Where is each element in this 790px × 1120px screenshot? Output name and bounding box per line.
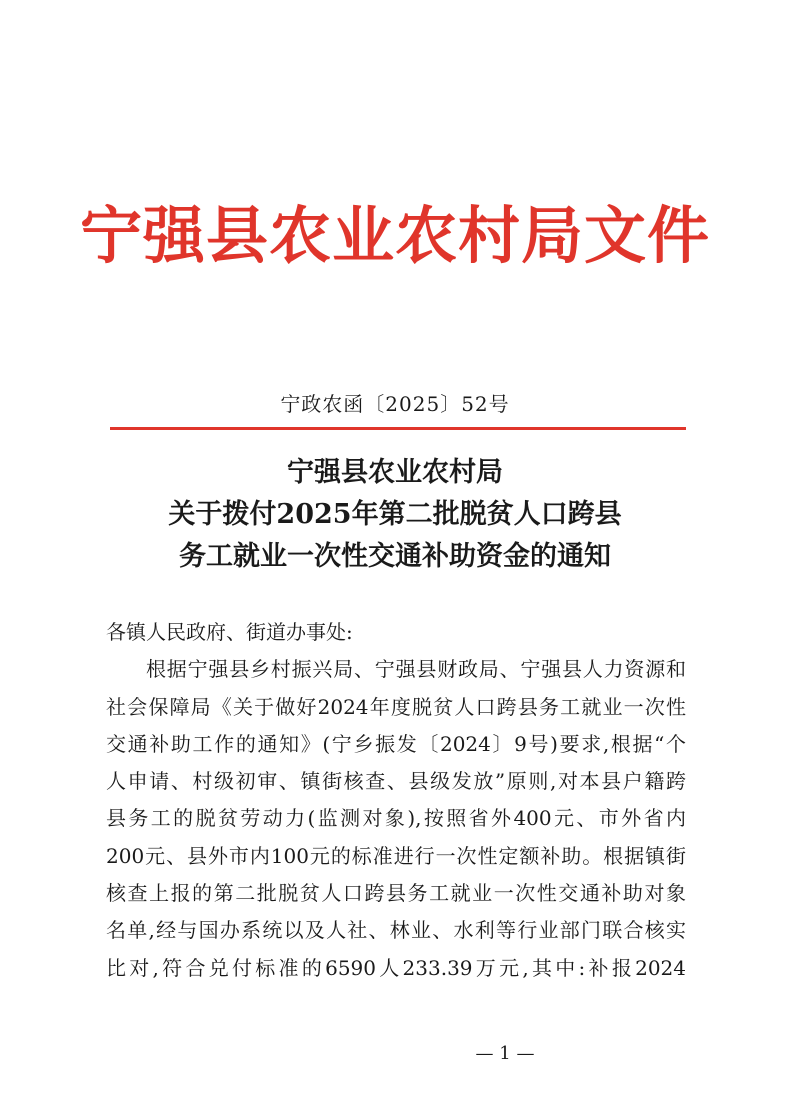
title-line: 务工就业一次性交通补助资金的通知	[179, 541, 611, 572]
paragraph-line: 比对,符合兑付标准的6590人233.39万元,其中:补报2024	[106, 955, 686, 980]
salutation: 各镇人民政府、街道办事处:	[106, 620, 353, 644]
paragraph-line: 名单,经与国办系统以及人社、林业、水利等行业部门联合核实	[106, 918, 686, 943]
red-separator-line	[110, 427, 686, 430]
body-paragraph	[106, 651, 686, 987]
title-line: 关于拨付2025年第二批脱贫人口跨县	[168, 499, 622, 530]
title-line: 宁强县农业农村局	[287, 457, 503, 488]
document-title	[60, 452, 730, 578]
paragraph-line: 县务工的脱贫劳动力(监测对象),按照省外400元、市外省内	[106, 806, 686, 831]
masthead: 宁强县农业农村局文件	[79, 199, 710, 272]
paragraph-line: 人申请、村级初审、镇街核查、县级发放”原则,对本县户籍跨	[106, 769, 686, 794]
paragraph-line: 交通补助工作的通知》(宁乡振发〔2024〕9号)要求,根据“个	[106, 731, 686, 756]
paragraph-line: 核查上报的第二批脱贫人口跨县务工就业一次性交通补助对象	[106, 881, 686, 906]
paragraph-line: 社会保障局《关于做好2024年度脱贫人口跨县务工就业一次性	[106, 694, 686, 719]
document-body	[106, 614, 686, 987]
page-number: — 1 —	[475, 1043, 535, 1064]
paragraph-line: 根据宁强县乡村振兴局、宁强县财政局、宁强县人力资源和	[146, 657, 686, 682]
document-number: 宁政农函〔2025〕52号	[280, 392, 510, 416]
paragraph-line: 200元、县外市内100元的标准进行一次性定额补助。根据镇街	[106, 843, 686, 868]
